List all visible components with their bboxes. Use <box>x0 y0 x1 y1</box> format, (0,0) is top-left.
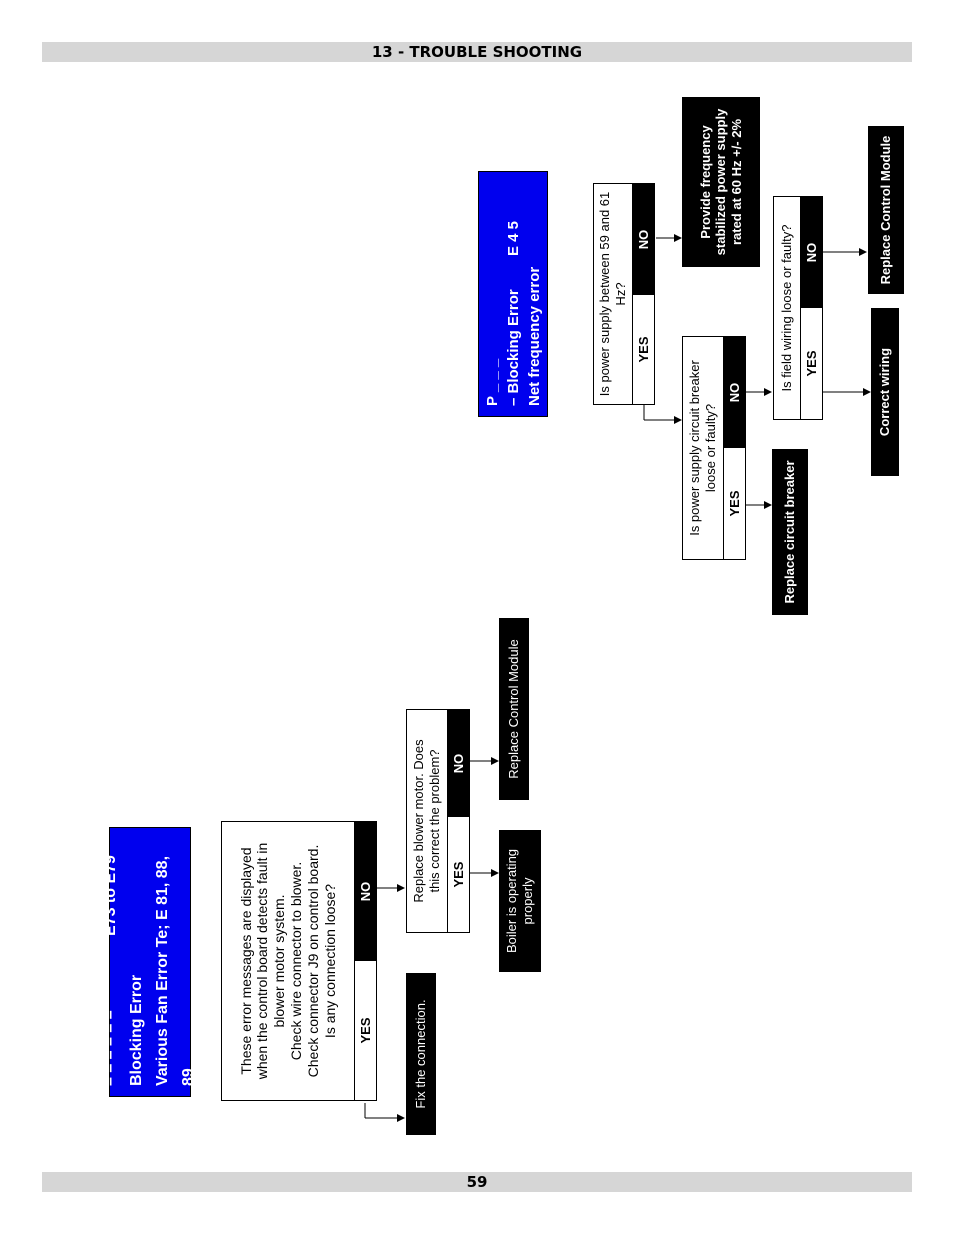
page-number: 59 <box>42 1172 912 1192</box>
result-frequency-supply: Provide frequency stabilized power supply rated at 60 Hz +/- 2% <box>682 97 760 267</box>
q2-yes-label: YES <box>447 817 469 932</box>
q1-yes-label: YES <box>354 961 376 1100</box>
r-q2-text: Is power supply circuit breaker loose or faulty? <box>687 360 718 536</box>
result-replace-circuit-breaker: Replace circuit breaker <box>772 449 808 615</box>
error-codes: E73 to E79 <box>102 855 119 936</box>
q2-no-label: NO <box>447 710 469 817</box>
result-correct-wiring: Correct wiring <box>871 308 899 476</box>
r-q1-no-label: NO <box>632 184 654 295</box>
q1-line: Check connector J9 on control board. <box>304 844 321 1078</box>
q2-line: Replace blower motor. Does <box>411 739 427 903</box>
error-box-fan <box>102 827 197 1097</box>
error-description: Various Fan Error Te; E 81, 88, 89 <box>154 855 197 1086</box>
error-dashes: – – – – – – <box>102 1010 119 1086</box>
result-replace-control-module-right: Replace Control Module <box>868 126 904 294</box>
r-q2-yes-label: YES <box>723 448 745 559</box>
result-fix-connection: Fix the connection. <box>406 973 436 1135</box>
r-q1-text: Is power supply between 59 and 61 Hz? <box>597 191 628 397</box>
section-header: 13 - TROUBLE SHOOTING <box>42 42 912 62</box>
error-description: Net frequency error <box>525 266 543 406</box>
question-connection-loose <box>221 821 377 1101</box>
r-q1-yes-label: YES <box>632 295 654 404</box>
result-boiler-operating: Boiler is operating properly <box>499 830 541 972</box>
r-q3-yes-label: YES <box>800 308 822 419</box>
error-code-p: P _ _ _ <box>483 358 501 406</box>
q1-no-label: NO <box>354 822 376 961</box>
r-q3-text: Is field wiring loose or faulty? <box>779 224 795 392</box>
question-field-wiring <box>773 196 823 420</box>
q1-line: Is any connection loose? <box>321 883 338 1039</box>
error-code: E 4 5 <box>504 220 522 256</box>
r-q2-no-label: NO <box>723 337 745 448</box>
error-type: Blocking Error <box>128 974 145 1086</box>
question-replace-blower <box>406 709 470 933</box>
result-replace-control-module-left: Replace Control Module <box>499 618 529 800</box>
q2-line: this correct the problem? <box>427 749 442 893</box>
error-box-frequency <box>478 171 548 417</box>
q1-line: Check wire connector to blower. <box>288 861 304 1061</box>
q1-line: when the control board detects fault in <box>254 842 271 1080</box>
r-q3-no-label: NO <box>800 197 822 308</box>
error-type: – Blocking Error <box>504 289 522 406</box>
question-power-frequency <box>593 183 655 405</box>
q1-line: These error messages are displayed <box>237 847 254 1075</box>
q1-line: blower motor system. <box>271 894 288 1028</box>
question-circuit-breaker <box>682 336 746 560</box>
